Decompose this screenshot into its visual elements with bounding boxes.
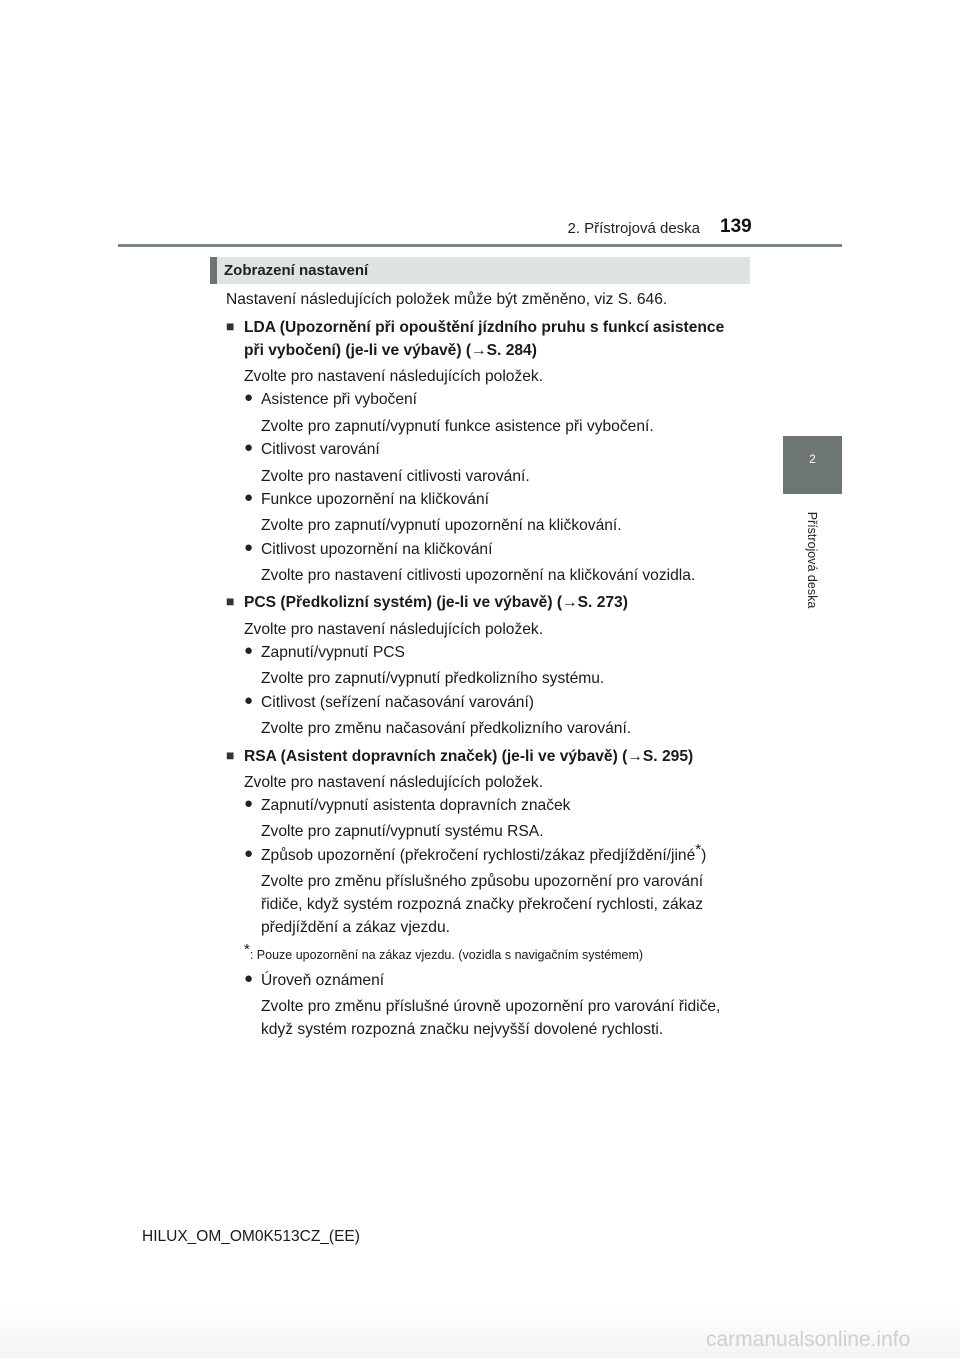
- square-bullet-icon: ■: [226, 593, 235, 609]
- square-bullet-icon: ■: [226, 747, 235, 763]
- lda-item-desc: Zvolte pro nastavení citlivosti upozornění na kličkování vozidla.: [261, 567, 696, 584]
- footnote-star-icon: *: [244, 940, 250, 958]
- rsa-item2-label-close: ): [701, 847, 707, 864]
- lda-item-label: Asistence při vybočení: [261, 391, 418, 408]
- rsa-item-desc-line2: když systém rozpozná značku nejvyšší dovolené rychlosti.: [261, 1021, 664, 1038]
- lda-item-desc: Zvolte pro zapnutí/vypnutí funkce asistence při vybočení.: [261, 418, 654, 435]
- lda-lead: Zvolte pro nastavení následujících položek.: [244, 368, 544, 385]
- round-bullet-icon: ●: [244, 845, 254, 862]
- chapter-tab-label: Přístrojová deska: [805, 511, 819, 609]
- rsa-item-desc-line3: předjíždění a zákaz vjezdu.: [261, 919, 450, 936]
- pcs-title: PCS (Předkolizní systém) (je-li ve výbavě) (→S. 273): [244, 594, 628, 611]
- section-title: Zobrazení nastavení: [224, 262, 369, 279]
- lda-title-line1: LDA (Upozornění při opouštění jízdního pruhu s funkcí asistence: [244, 319, 725, 336]
- lda-item-label: Citlivost upozornění na kličkování: [261, 541, 493, 558]
- round-bullet-icon: ●: [244, 439, 254, 456]
- section-heading-marker: [210, 257, 217, 284]
- square-bullet-icon: ■: [226, 318, 235, 334]
- pcs-item-label: Zapnutí/vypnutí PCS: [261, 644, 405, 661]
- footnote: [244, 940, 644, 966]
- watermark: carmanualsonline.info: [706, 1328, 911, 1351]
- pcs-item-desc: Zvolte pro zapnutí/vypnutí předkolizního systému.: [261, 670, 605, 687]
- rsa-item-label: Úroveň oznámení: [261, 972, 385, 989]
- lda-item-label: Citlivost varování: [261, 441, 380, 458]
- pcs-item-desc: Zvolte pro změnu načasování předkolizního varování.: [261, 720, 632, 737]
- pcs-lead: Zvolte pro nastavení následujících položek.: [244, 621, 544, 638]
- pcs-item-label: Citlivost (seřízení načasování varování): [261, 694, 535, 711]
- rsa-item-desc-line2: řidiče, když systém rozpozná značky překročení rychlosti, zákaz: [261, 896, 703, 913]
- rsa-title: RSA (Asistent dopravních značek) (je-li ve výbavě) (→S. 295): [244, 748, 694, 765]
- round-bullet-icon: ●: [244, 642, 254, 659]
- footnote-star-icon: *: [695, 840, 702, 858]
- lda-item-desc: Zvolte pro nastavení citlivosti varování.: [261, 468, 530, 485]
- intro-text: Nastavení následujících položek může být změněno, viz S. 646.: [226, 291, 668, 308]
- rsa-item-label: Zapnutí/vypnutí asistenta dopravních značek: [261, 797, 571, 814]
- round-bullet-icon: ●: [244, 795, 254, 812]
- round-bullet-icon: ●: [244, 692, 254, 709]
- round-bullet-icon: ●: [244, 539, 254, 556]
- round-bullet-icon: ●: [244, 389, 254, 406]
- round-bullet-icon: ●: [244, 489, 254, 506]
- document-code: HILUX_OM_OM0K513CZ_(EE): [142, 1228, 360, 1245]
- footnote-text: : Pouze upozornění na zákaz vjezdu. (vozidla s navigačním systémem): [249, 948, 644, 962]
- rsa-item2-label-text: Způsob upozornění (překročení rychlosti/zákaz předjíždění/jiné: [261, 847, 696, 864]
- running-header-section: 2. Přístrojová deska: [567, 220, 700, 237]
- header-rule: [118, 244, 842, 247]
- lda-item-desc: Zvolte pro zapnutí/vypnutí upozornění na kličkování.: [261, 517, 622, 534]
- lda-item-label: Funkce upozornění na kličkování: [261, 491, 489, 508]
- rsa-lead: Zvolte pro nastavení následujících položek.: [244, 774, 544, 791]
- rsa-item-label: [261, 840, 707, 867]
- rsa-item-desc-line1: Zvolte pro změnu příslušné úrovně upozornění pro varování řidiče,: [261, 998, 721, 1015]
- lda-title-line2: při vybočení) (je-li ve výbavě) (→S. 284): [244, 342, 537, 359]
- rsa-item-desc: Zvolte pro zapnutí/vypnutí systému RSA.: [261, 823, 544, 840]
- round-bullet-icon: ●: [244, 970, 254, 987]
- chapter-tab-number: 2: [809, 452, 816, 466]
- page-number: 139: [720, 216, 752, 237]
- rsa-item-desc-line1: Zvolte pro změnu příslušného způsobu upozornění pro varování: [261, 873, 704, 890]
